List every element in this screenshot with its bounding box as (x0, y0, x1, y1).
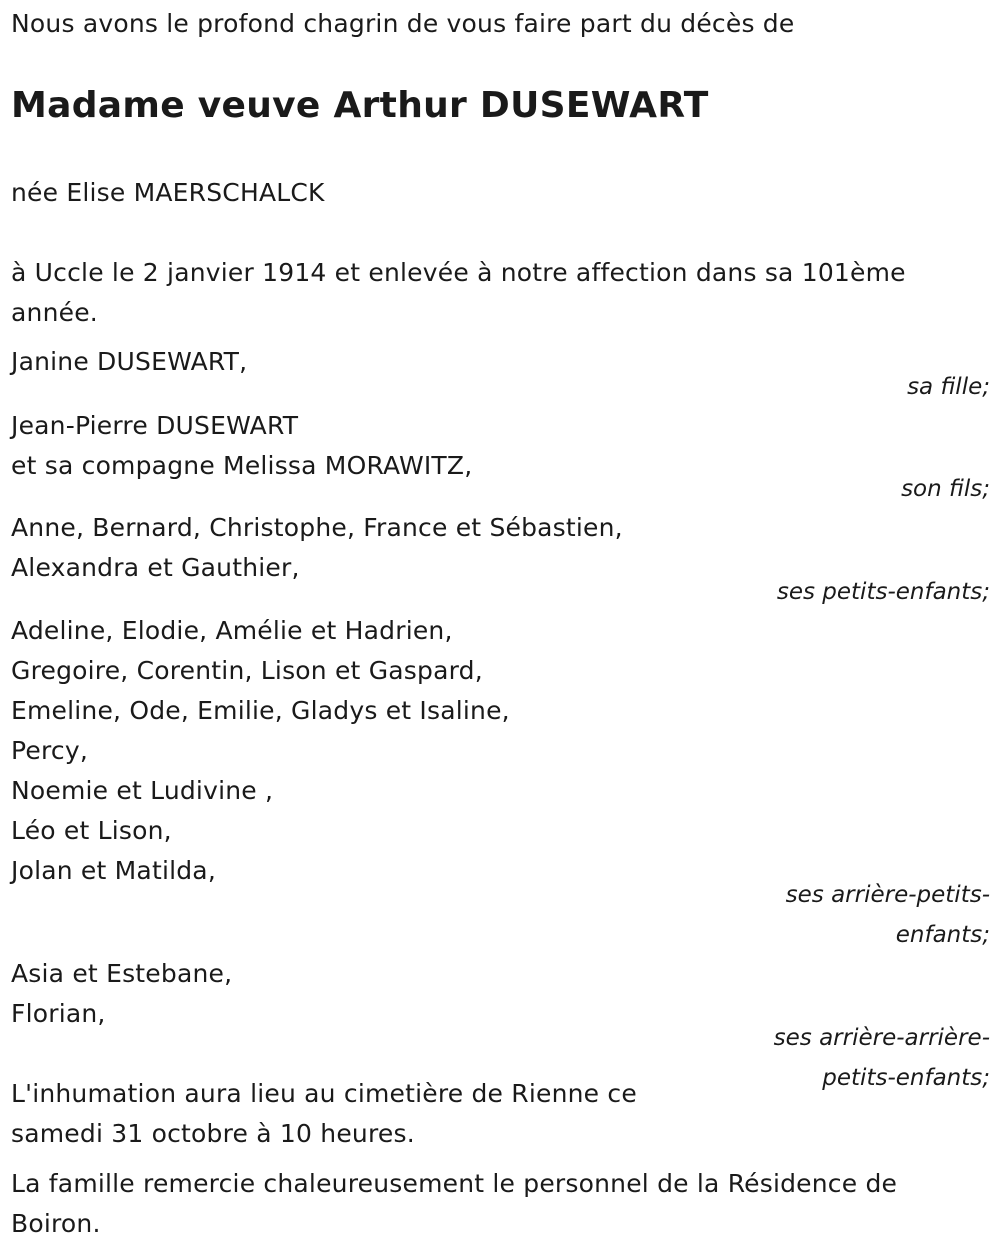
role-line: enfants; (895, 922, 990, 948)
role-line: sa fille; (907, 374, 990, 400)
family-name-line: Jean-Pierre DUSEWART (11, 411, 299, 440)
family-name-line: Percy, (11, 736, 88, 765)
role-line: petits-enfants; (822, 1065, 990, 1091)
family-name-line: Alexandra et Gauthier, (11, 553, 300, 582)
family-name-line: Jolan et Matilda, (11, 856, 216, 885)
family-role-great-grandchildren (786, 875, 990, 955)
thanks-line-1: La famille remercie chaleureusement le personnel de la Résidence de (11, 1169, 898, 1198)
family-name-line: Emeline, Ode, Emilie, Gladys et Isaline, (11, 696, 510, 725)
role-line: ses arrière-arrière- (773, 1025, 990, 1051)
deceased-name: Madame veuve Arthur DUSEWART (11, 85, 709, 126)
family-role-daughter (907, 367, 990, 407)
thanks-line-2: Boiron. (11, 1209, 101, 1238)
family-name-line: et sa compagne Melissa MORAWITZ, (11, 451, 473, 480)
role-line: ses petits-enfants; (776, 579, 990, 605)
birth-line-2: année. (11, 298, 98, 327)
family-name-line: Léo et Lison, (11, 816, 172, 845)
family-name-line: Janine DUSEWART, (11, 347, 248, 376)
intro-text: Nous avons le profond chagrin de vous faire part du décès de (11, 9, 795, 38)
family-name-line: Asia et Estebane, (11, 959, 233, 988)
family-role-son (901, 469, 990, 509)
family-name-line: Noemie et Ludivine , (11, 776, 274, 805)
family-role-grandchildren (777, 572, 990, 612)
family-role-great-great-grandchildren (774, 1018, 990, 1098)
role-line: son fils; (901, 476, 990, 502)
family-name-line: Gregoire, Corentin, Lison et Gaspard, (11, 656, 483, 685)
burial-line-1: L'inhumation aura lieu au cimetière de Rienne ce (11, 1079, 637, 1108)
family-name-line: Florian, (11, 999, 106, 1028)
role-line: ses arrière-petits- (785, 882, 990, 908)
family-group-son (11, 406, 472, 486)
family-name-line: Adeline, Elodie, Amélie et Hadrien, (11, 616, 453, 645)
maiden-name: née Elise MAERSCHALCK (11, 178, 325, 207)
burial-line-2: samedi 31 octobre à 10 heures. (11, 1119, 415, 1148)
family-group-great-grandchildren (11, 611, 510, 891)
family-group-daughter (11, 342, 247, 382)
family-group-grandchildren (11, 508, 623, 588)
family-group-great-great-grandchildren (11, 954, 232, 1034)
family-name-line: Anne, Bernard, Christophe, France et Sébastien, (11, 513, 623, 542)
birth-line-1: à Uccle le 2 janvier 1914 et enlevée à notre affection dans sa 101ème (11, 258, 906, 287)
